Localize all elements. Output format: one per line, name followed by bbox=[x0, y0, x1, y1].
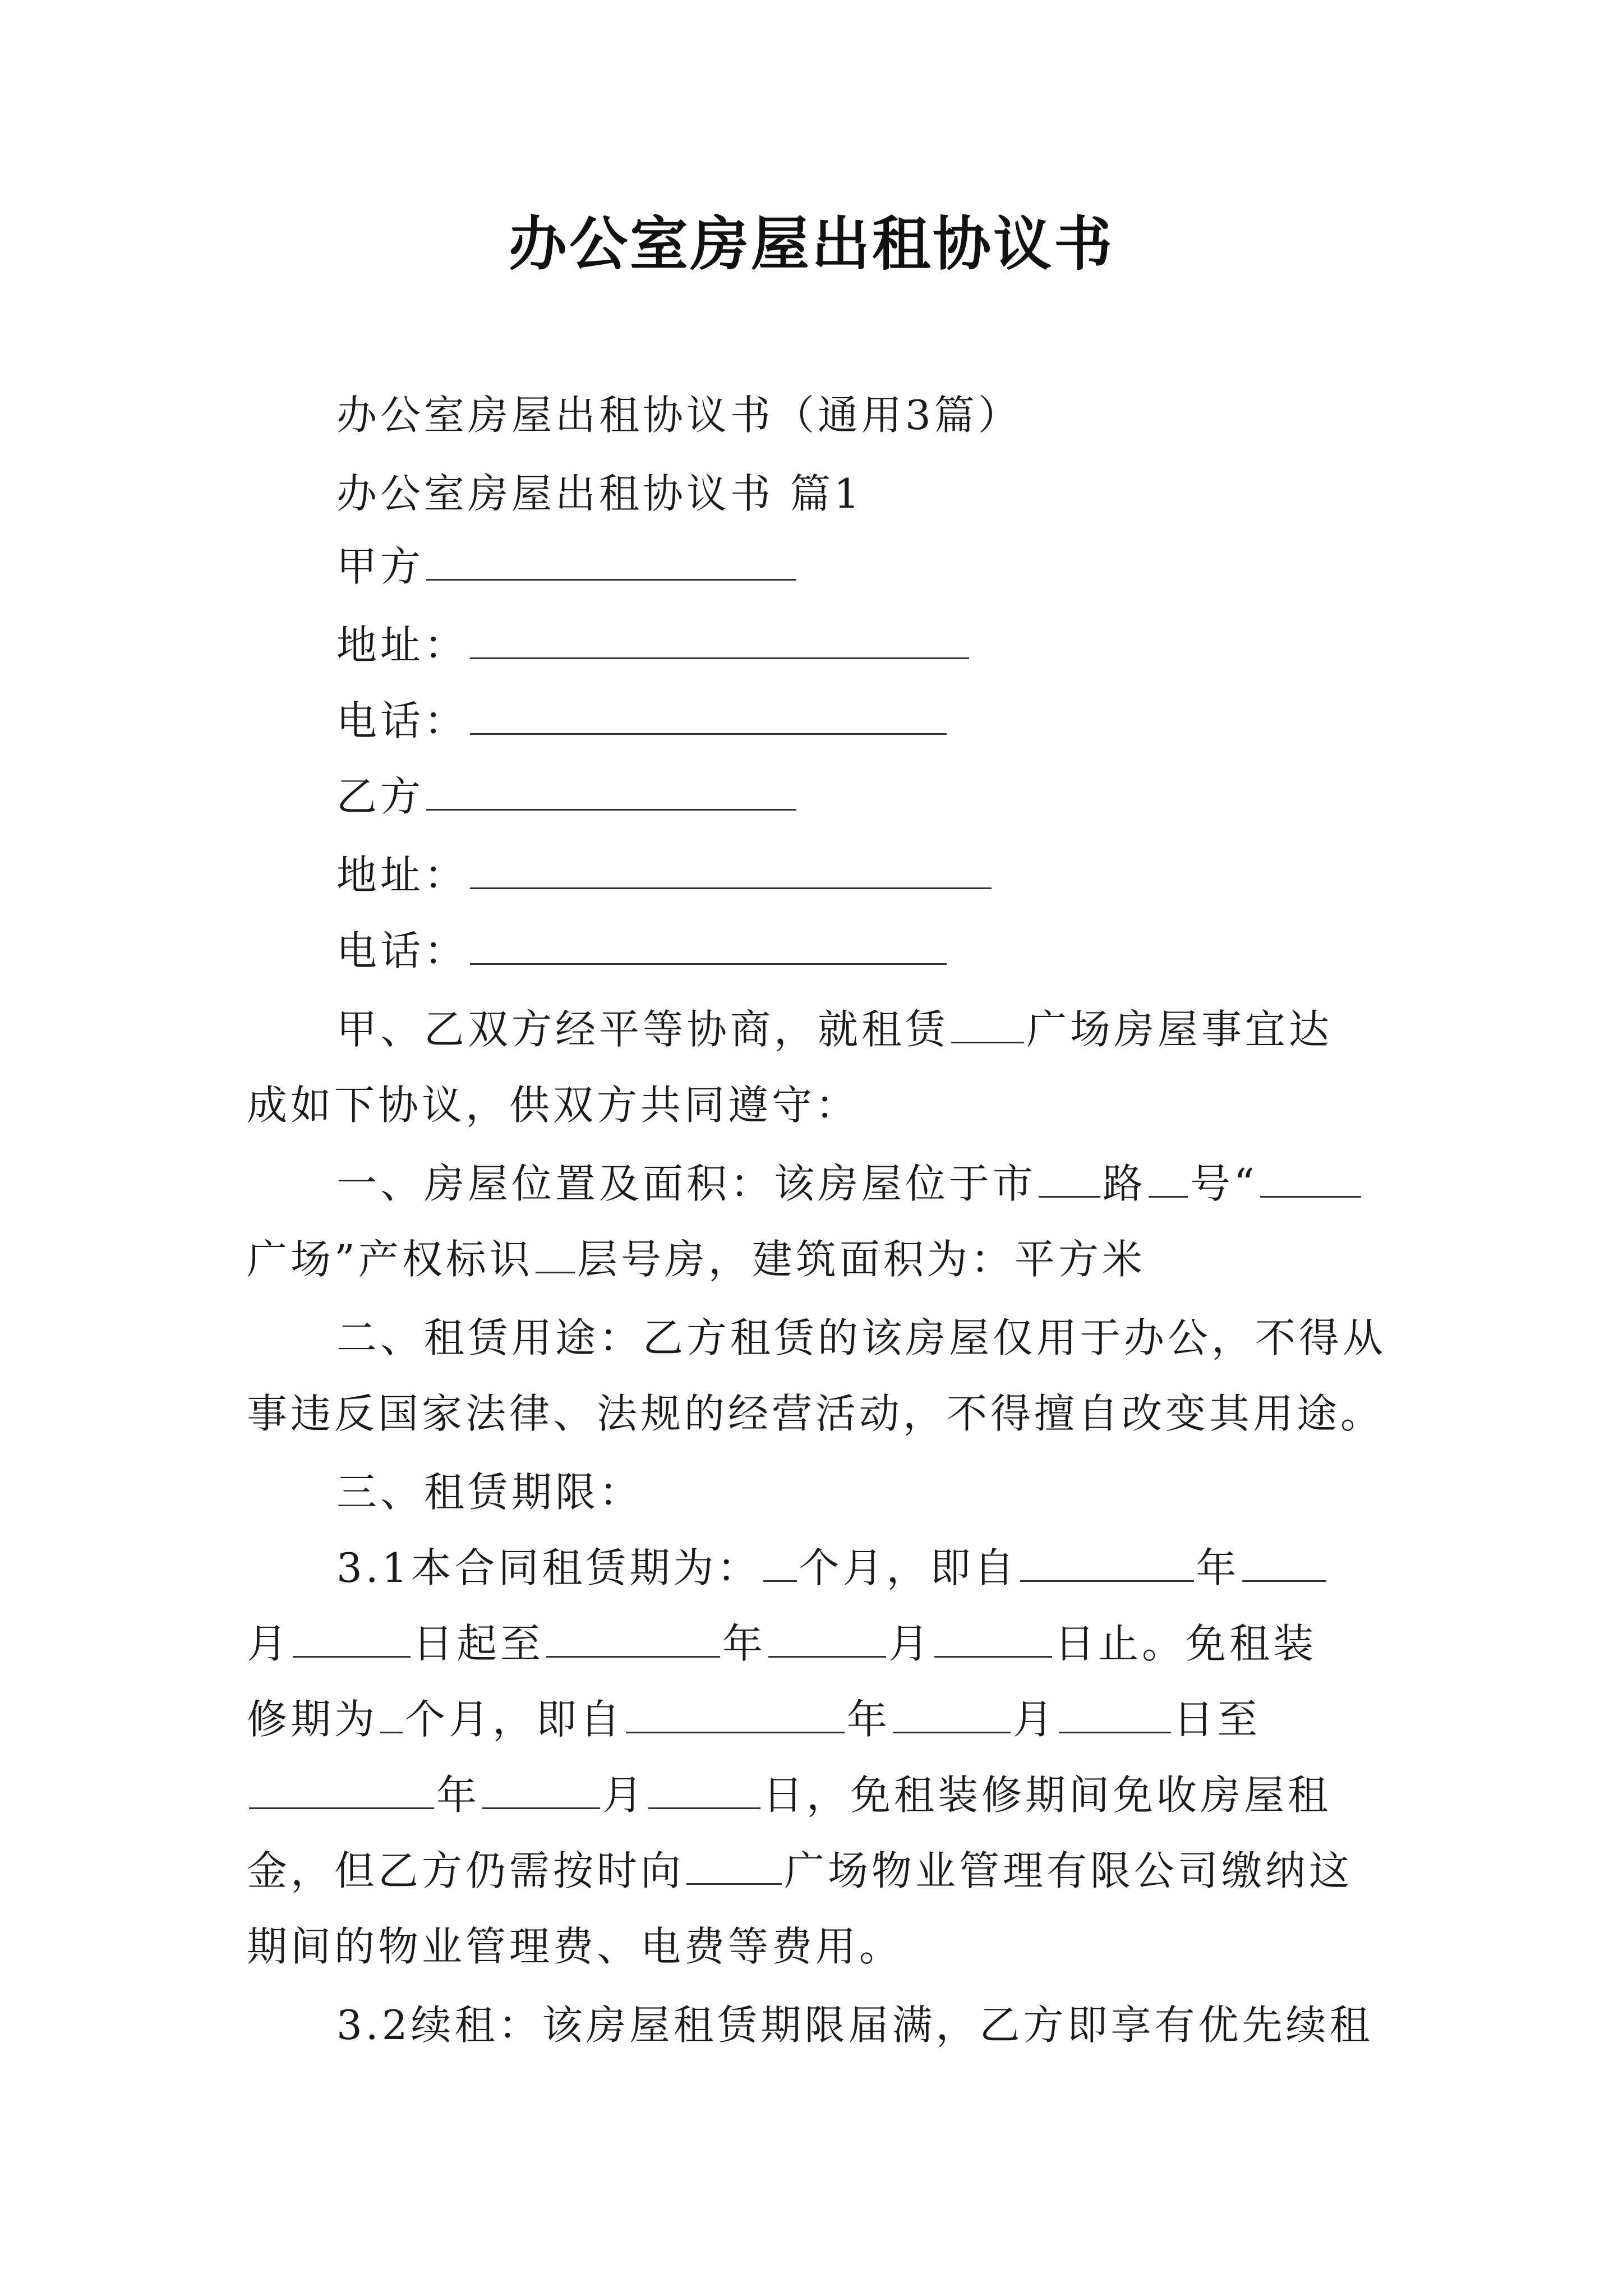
party-a-phone-blank bbox=[470, 701, 947, 735]
clause-3-1-text-l: 月 bbox=[1013, 1696, 1057, 1743]
clause-3-1-text-b: 个月，即自 bbox=[799, 1544, 1018, 1591]
free-end-month-blank bbox=[482, 1775, 600, 1809]
clause-3-1-text-j: 个月，即自 bbox=[405, 1696, 624, 1743]
clause-3-1-text-q2: 广场物业管理有限公司缴纳这 bbox=[784, 1847, 1353, 1894]
clause-1-line-1 bbox=[336, 1156, 1363, 1212]
party-b-address-row bbox=[336, 847, 994, 903]
party-a-address-row bbox=[336, 617, 971, 673]
start-day-blank bbox=[293, 1623, 411, 1658]
clause-3-1-line-5 bbox=[247, 1843, 1353, 1899]
party-b-row bbox=[336, 769, 799, 825]
party-a-row bbox=[336, 539, 799, 595]
clause-3-1-text-p: 日，免租装修期间免收房屋租 bbox=[763, 1772, 1332, 1819]
party-b-label: 乙方 bbox=[336, 773, 425, 820]
clause-3-1-line-4 bbox=[247, 1767, 1331, 1823]
clause-3-1-line-2 bbox=[247, 1616, 1317, 1672]
intro-text-a: 甲、乙双方经平等协商，就租赁 bbox=[336, 1006, 949, 1053]
clause-2-line-2: 事违反国家法律、法规的经营活动，不得擅自改变其用途。 bbox=[247, 1390, 1385, 1437]
clause-3-1-text-h: 日止。免租装 bbox=[1054, 1620, 1317, 1667]
party-b-phone-label: 电话： bbox=[336, 927, 468, 974]
party-a-blank bbox=[426, 546, 796, 581]
free-start-year-blank bbox=[626, 1699, 845, 1733]
document-subtitle: 办公室房屋出租协议书（通用3篇） bbox=[336, 392, 1022, 439]
clause-3-1-text-e: 日起至 bbox=[413, 1620, 545, 1667]
free-months-blank bbox=[380, 1699, 403, 1733]
plaza-name-blank bbox=[951, 1009, 1024, 1043]
clause-1-text-b: 路 bbox=[1103, 1160, 1147, 1207]
clause-3-1-text-d: 月 bbox=[247, 1620, 291, 1667]
free-end-day-blank bbox=[648, 1775, 760, 1809]
clause-3-1-line-1 bbox=[336, 1540, 1329, 1596]
clause-3-1-text-n: 年 bbox=[436, 1772, 481, 1819]
end-year-blank bbox=[546, 1623, 720, 1658]
floor-blank bbox=[536, 1239, 575, 1273]
clause-3-1-text-o: 月 bbox=[602, 1772, 647, 1819]
property-company-blank bbox=[686, 1851, 782, 1885]
party-a-phone-label: 电话： bbox=[336, 697, 468, 744]
party-b-address-blank bbox=[470, 855, 992, 889]
clause-2-line-1: 二、租赁用途：乙方租赁的该房屋仅用于办公，不得从 bbox=[336, 1314, 1387, 1361]
clause-3-1-text-k: 年 bbox=[847, 1696, 891, 1743]
intro-text-b: 广场房屋事宜达 bbox=[1026, 1006, 1333, 1053]
start-year-blank bbox=[1020, 1548, 1194, 1582]
party-b-address-label: 地址： bbox=[336, 852, 468, 899]
clause-1-line-2 bbox=[247, 1231, 1146, 1287]
intro-line-1 bbox=[336, 1001, 1332, 1057]
start-month-blank bbox=[1242, 1548, 1326, 1582]
clause-3-1-text-f: 年 bbox=[722, 1620, 767, 1667]
clause-1-text-e: 层号房，建筑面积为：平方米 bbox=[577, 1236, 1146, 1283]
clause-3-1-text-m: 日至 bbox=[1173, 1696, 1261, 1743]
clause-3-1-text-g: 月 bbox=[888, 1620, 933, 1667]
free-start-day-blank bbox=[1059, 1699, 1171, 1733]
free-end-year-blank bbox=[249, 1775, 434, 1809]
clause-3-1-text-q1: 金，但乙方仍需按时向 bbox=[247, 1847, 685, 1894]
clause-3-1-text-a: 3.1本合同租赁期为： bbox=[336, 1544, 761, 1591]
clause-3-title: 三、租赁期限： bbox=[336, 1469, 643, 1516]
clause-3-2-line-1: 3.2续租：该房屋租赁期限届满，乙方即享有优先续租 bbox=[336, 2001, 1373, 2049]
clause-1-text-c: 号“ bbox=[1190, 1160, 1258, 1207]
end-month-blank bbox=[768, 1623, 886, 1658]
section-heading: 办公室房屋出租协议书 篇1 bbox=[336, 470, 863, 517]
party-a-address-blank bbox=[470, 625, 969, 659]
document-title: 办公室房屋出租协议书 bbox=[508, 210, 1114, 278]
clause-3-1-line-3 bbox=[247, 1691, 1261, 1747]
city-blank bbox=[1039, 1163, 1100, 1198]
months-blank bbox=[763, 1548, 797, 1582]
plaza-blank bbox=[1260, 1163, 1361, 1198]
party-b-blank bbox=[426, 776, 796, 811]
clause-3-1-text-i: 修期为 bbox=[247, 1696, 379, 1743]
party-b-phone-blank bbox=[470, 931, 947, 965]
clause-1-text-d: 广场”产权标识 bbox=[247, 1236, 533, 1283]
party-b-phone-row bbox=[336, 923, 949, 979]
clause-1-text-a: 一、房屋位置及面积：该房屋位于市 bbox=[336, 1160, 1037, 1207]
road-number-blank bbox=[1149, 1163, 1188, 1198]
party-a-label: 甲方 bbox=[336, 543, 425, 590]
clause-3-1-line-6: 期间的物业管理费、电费等费用。 bbox=[247, 1923, 903, 1970]
party-a-address-label: 地址： bbox=[336, 622, 468, 669]
free-start-month-blank bbox=[893, 1699, 1011, 1733]
clause-3-1-text-c: 年 bbox=[1196, 1544, 1240, 1591]
party-a-phone-row bbox=[336, 693, 949, 749]
end-day-blank bbox=[934, 1623, 1052, 1658]
intro-line-2: 成如下协议，供双方共同遵守： bbox=[247, 1082, 860, 1129]
